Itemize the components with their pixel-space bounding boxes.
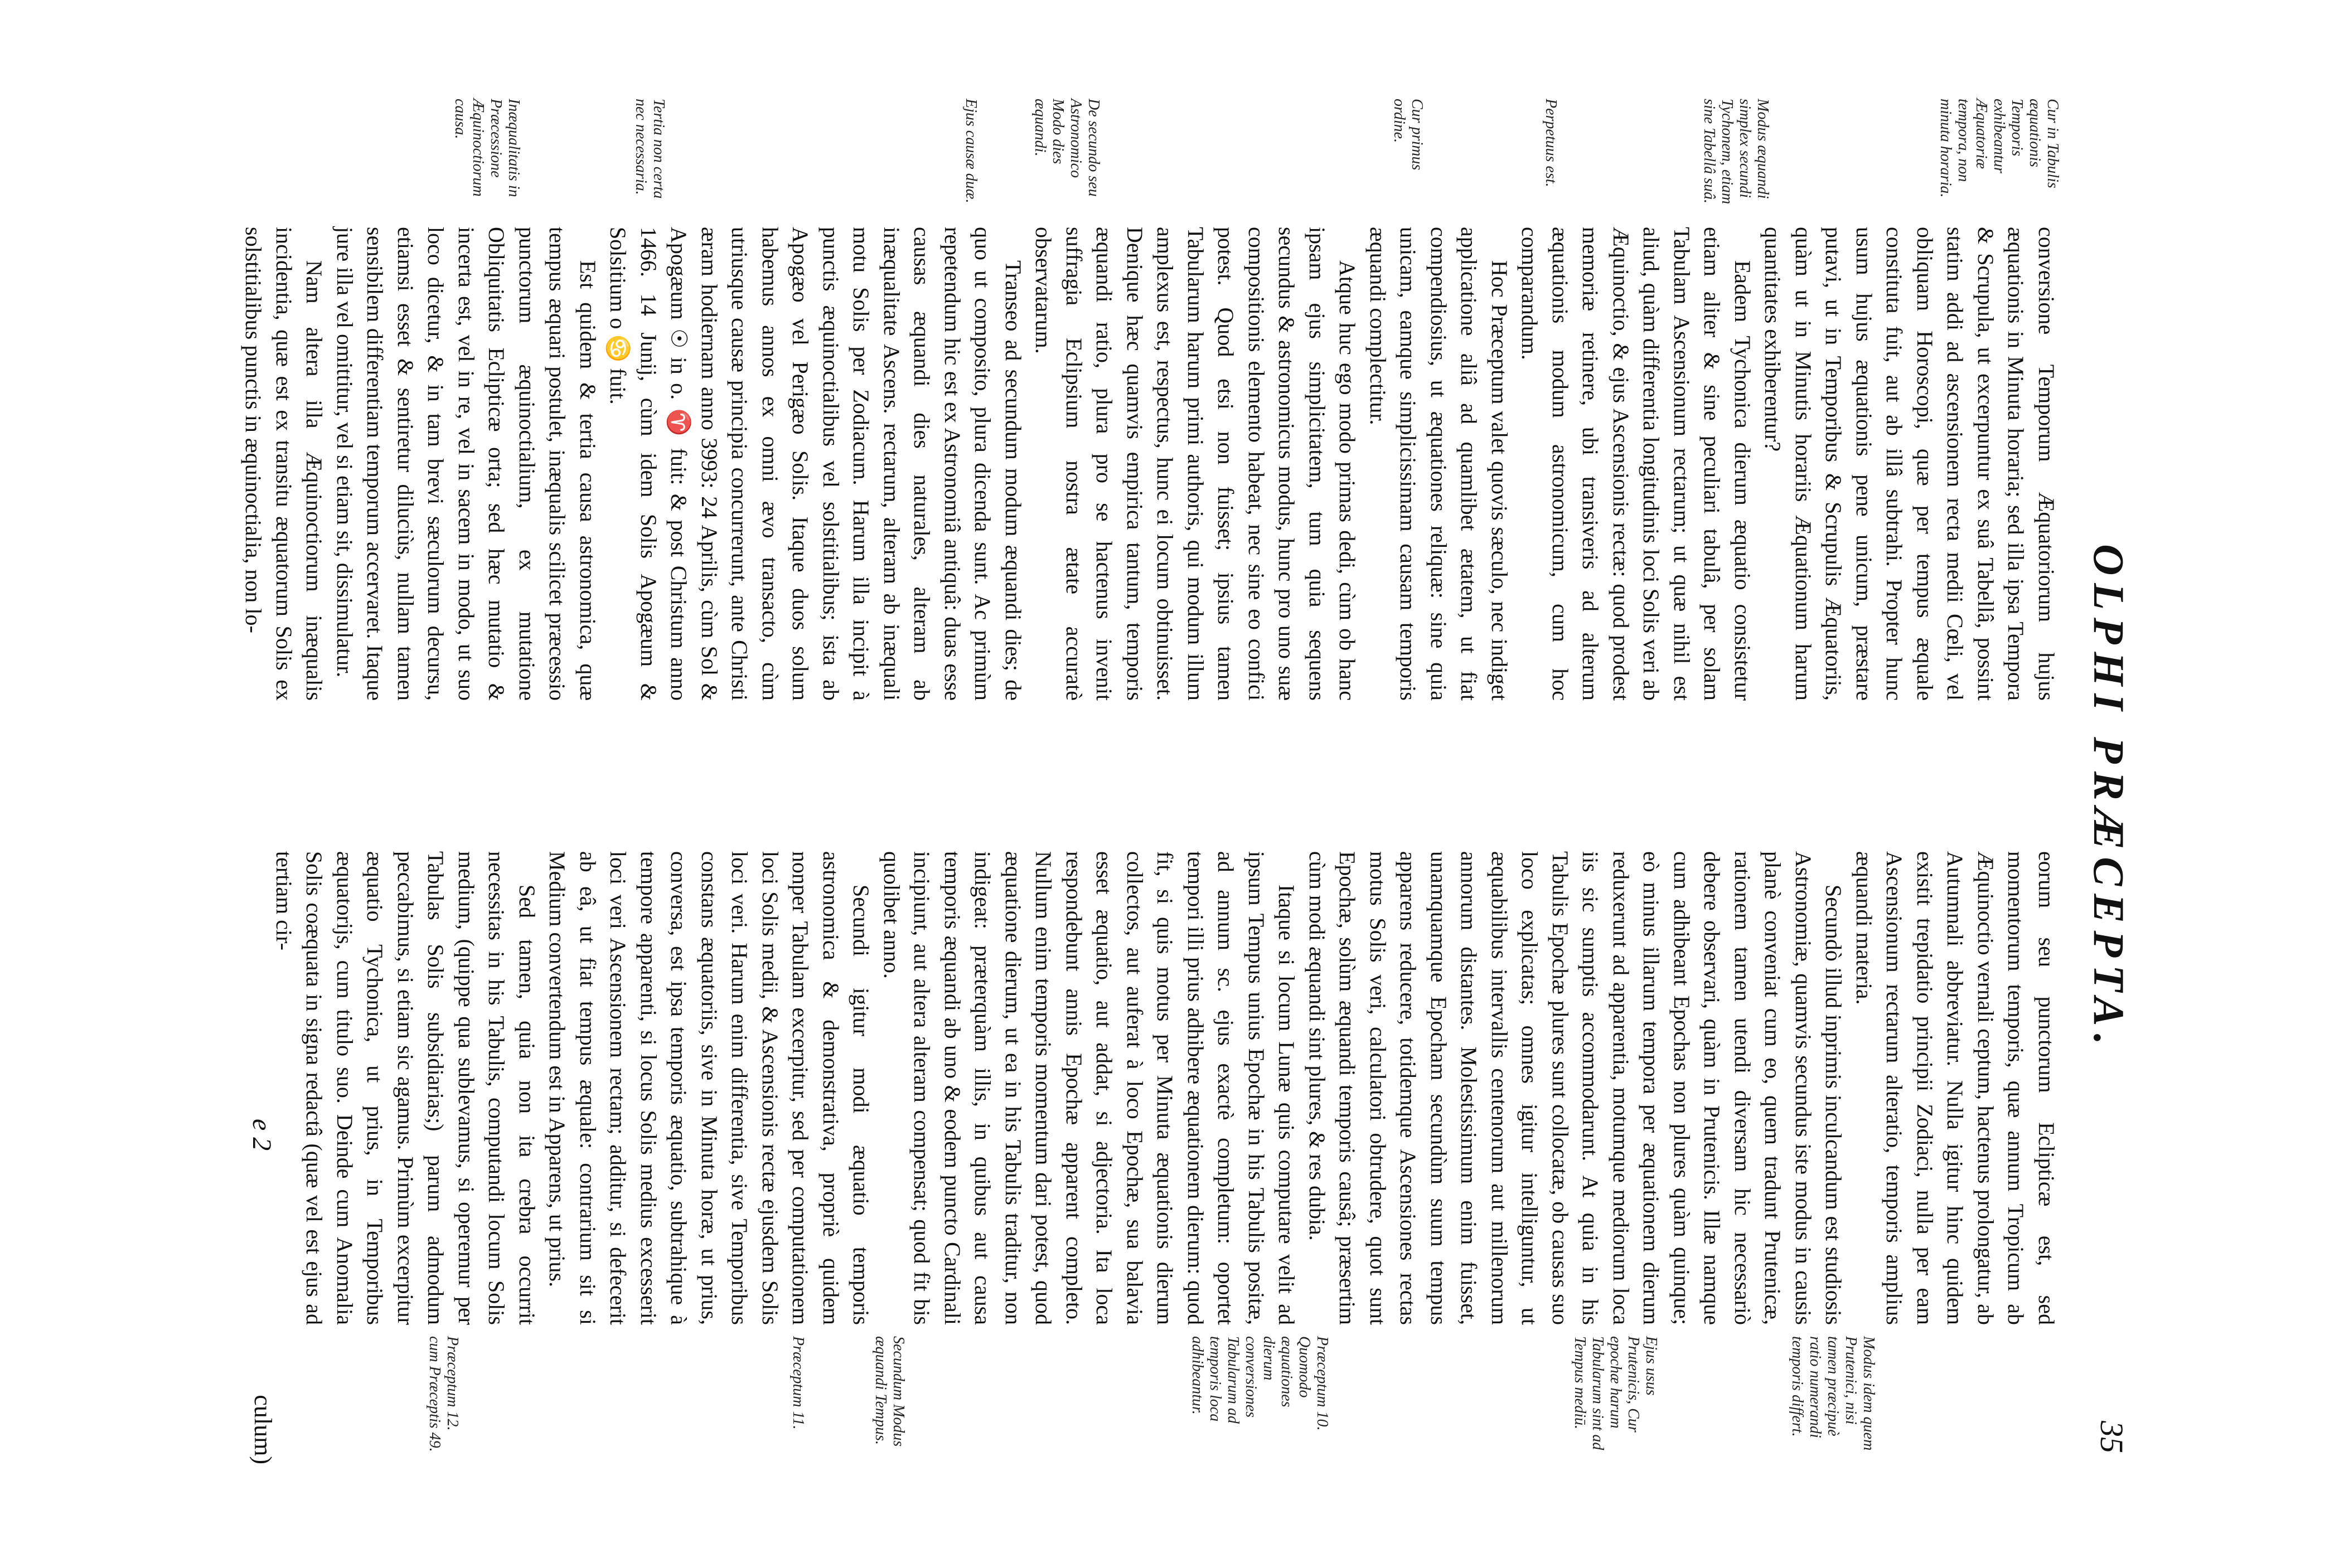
paragraph: Transeo ad secundum modum æquandi dies; de quo ut composito, plura dicenda sunt. Ac primùm repetendum hic est ex Astronomiâ antiquâ: duas esse causas æquandi dies naturales, alteram ab inæqualitate Ascens. rectarum, alteram ab inæquali motu Solis per Zodiacum. Harum illa incipit à punctis æquinoctialibus vel solstitialibus; ista ab Apogæo vel Perigæo Solis. Itaque duos solum habemus annos ex omni ævo transacto, cùm utriusque causæ principia concurrerunt, ante Christi æram hodiernam anno 3993: 24 Aprilis, cùm Sol & Apogæum ☉ in o. ♈ fuit: & post Christum anno 1466. 14 Junij, cùm idem Solis Apogæum & Solsitium o ♋ fuit. bbox=[606, 226, 1026, 701]
margin-note: Præceptum 12. cum Præceptis 49. bbox=[425, 1336, 461, 1452]
left-body-text bbox=[238, 227, 2061, 701]
paragraph: Atque huc ego modo primas dedi, cùm ob hanc ipsam ejus simplicitatem, tum quia sequens secundus & astronomicus modus, hunc pro uno suæ compositionis elemento habeat, nec sine eo confici potest. Quod etsi non fuisset; ipsius tamen Tabularum harum primi authoris, qui modum illum amplexus est, respectus, hunc ei locum obtinuisset. Denique hæc quamvis empirica tantum, temporis æquandi ratio, plura pro se hactenus invenit suffragia Eclipsium nostra ætate accuratè observatarum. bbox=[1031, 226, 1360, 701]
paragraph: conversione Temporum Æquatoriorum hujus æquationis in Minuta horaria; sed illa ipsa Tempora & Scrupula, ut excerpuntur ex suâ Tabellâ, possint statim addi ad ascensionem recta medii Cœli, vel obliquam Horoscopi, quæ per tempus æquale constituta fuit, aut ab illâ subtrahi. Propter hunc usum hujus æquationis pene unicum, præstare putavi, ut in Temporibus & Scrupulis Æquatoriis, quàm ut in Minutis horariis Æquationum harum quantitates exhiberentur? bbox=[1760, 226, 2059, 701]
margin-note: Tertia non certa nec necessaria. bbox=[632, 98, 667, 198]
margin-note: Ejus usus Prutenicis, Cur epochæ harum Tabularum sint ad Tempus mediū. bbox=[1571, 1336, 1660, 1450]
paragraph: Hoc Præceptum valet quovis sæculo, nec indiget applicatione aliâ ad quamlibet ætatem, ut fiat compendiosius, ut æquationes reliquæ: sine quia unicam, eamque simplicissimam causam temporis æquandi complectitur. bbox=[1365, 226, 1512, 701]
right-body-text bbox=[268, 851, 2061, 1325]
catchword: culum) bbox=[249, 1394, 277, 1464]
paragraph: eorum seu punctorum Eclipticæ est, sed momentorum temporis, quæ annum Tropicum ab Æquinoctio vernali ceptum, hactenus prolongatur, ab Autumnali abbreviatur. Nulla igitur hinc quidem existit trepidatio principii Zodiaci, nulla per eam Ascensionum rectarum alteratio, temporis amplius æquandi materia. bbox=[1851, 851, 2059, 1325]
margin-note: Inæqualitatis in Præcessione Æquinoctiorum causa. bbox=[451, 98, 522, 197]
margin-note: Ejus causæ duæ. bbox=[962, 98, 980, 203]
margin-note: Secundum Modus æquandi Tempus. bbox=[871, 1336, 907, 1446]
margin-note: De secundo seu Astronomico Modo dies æquandi. bbox=[1031, 98, 1102, 197]
paragraph: Secundi igitur modi æquatio temporis astronomica & demonstrativa, propriè quidem nonper Tabulam excerpitur, sed per computationem loci Solis medii, & Ascensionis rectæ ejusdem Solis loci veri. Harum enim differentia, sive Temporibus constans æquatoriis, sive in Minuta horæ, ut prius, conversa, est ipsa temporis æquatio, subtrahique à tempore apparenti, si locus Solis medius excesserit loci veri Ascensionem rectam; additur, si defecerit ab eâ, ut fiat tempus æquale: contrarium sit si Medium convertendum est in Apparens, ut prius. bbox=[545, 851, 874, 1325]
paragraph: Eadem Tychonica dierum æquatio consistetur etiam aliter & sine peculiari tabulâ, per solam Tabulam Ascensionum rectarum; ut quæ nihil est aliud, quàm differentia longitudinis loci Solis veri ab Æquinoctio, & ejus Ascensionis rectæ: quod prodest memoriæ retinere, ubi transiveris ad alterum æquationis modum astronomicum, cum hoc comparandum. bbox=[1517, 226, 1755, 701]
margin-note: Modus æquandi simplex secundi Tychonem, etiam sine Tabellâ suâ. bbox=[1700, 98, 1771, 204]
book-page bbox=[182, 60, 2167, 1509]
paragraph: Nam altera illa Æquinoctiorum inæqualis incidentia, quæ est ex transitu æquatorum Solis ex solstitialibus punctis in æquinoctialia, non lo- bbox=[241, 226, 327, 701]
running-head bbox=[2084, 143, 2134, 1453]
paragraph: Itaque si locum Lunæ quis computare velit ad ipsum Tempus unius Epochæ in his Tabulis positæ, ad annum sc. ejus exactè completum: oportet tempori illi prius adhibere æquationem dierum: quod fit, si quis motus per Minuta æquationis dierum collectos, aut auferat à loco Epochæ, sua balavia esset æquatio, aut addat, si adjectoria. Ita loca respondebunt annis Epochæ apparent completo. Nullum enim temporis momentum dari potest, quod æquatione dierum, ut ea in his Tabulis traditur, non indigeat: præterquàm illis, in quibus aut causa temporis æquandi ab uno & eodem puncto Cardinali incipiunt, aut altera alteram compensat; quod fit bis quolibet anno. bbox=[879, 851, 1299, 1325]
page-footer bbox=[238, 851, 277, 1464]
margin-note: Præceptum 11. bbox=[789, 1336, 807, 1429]
page-title: OLPHI PRÆCEPTA. bbox=[2084, 543, 2133, 1052]
signature-mark: e 2 bbox=[246, 1118, 277, 1150]
margin-note: Cur primus ordine. bbox=[1390, 98, 1426, 170]
margin-note: Modus idem quem Prutenici, nisi tamen præcipuè ratio numerandi temporis differt. bbox=[1788, 1336, 1877, 1450]
paragraph: Secundò illud inprimis inculcandum est studiosis Astronomiæ, quamvis secundus iste modus in causis planè conveniat cum eo, quem tradunt Prutenicæ, rationem tamen utendi diversam hic necessariò debere observari, quàm in Prutenicis. Illæ namque cum adhibeant Epochas non plures quàm quinque; eò minus illarum tempora per æquationem dierum reduxerunt ad apparentia, motumque mediorum loca iis sic sumptis accommodarunt. At quia in his Tabulis Epochæ plures sunt collocatæ, ob causas suo loco explicatas; omnes igitur intelliguntur, ut æquabilibus intervallis centenorum aut millenorum annorum distantes. Molestissimum enim fuisset, unamquamque Epocham secundùm suum tempus apparens reducere, totidemque Ascensiones rectas motus Solis veri, calculatori obtrudere, quot sunt Epochæ, solùm æquandi temporis causâ; præsertim cùm modi æquandi sint plures, & res dubia. bbox=[1304, 851, 1846, 1325]
paragraph: Sed tamen, quia non ita crebra occurrit necessitas in his Tabulis, computandi locum Solis medium, (quippe qua sublevamus, si operemur per Tabulas Solis subsidiarias;) parum admodum peccabimus, si etiam sic agamus. Primùm excerpitur æquatio Tychonica, ut prius, in Temporibus æquatorijs, cum titulo suo. Deinde cum Anomalia Solis coæquata in signa redactâ (quæ vel est ejus ad tertiam cir- bbox=[271, 851, 540, 1325]
right-column bbox=[271, 851, 2061, 1453]
margin-note: Perpetuus est. bbox=[1542, 98, 1559, 187]
margin-note: Cur in Tabulis æquationis Temporis exhibeantur Æquatoriæ tempora, non minuta horaria. bbox=[1936, 98, 2061, 197]
left-column bbox=[241, 98, 2061, 701]
page-number: 35 bbox=[2093, 1420, 2130, 1453]
margin-note: Præceptum 10. Quomodo æquationes dierum conversiones Tabularum ad temporis loca adhibeantur. bbox=[1188, 1336, 1331, 1431]
paragraph: Est quidem & tertia causa astronomica, quæ tempus æquari postulet, inæqualis scilicet præcessio punctorum æquinoctialium, ex mutatione Obliquitatis Eclipticæ orta; sed hæc mutatio & incerta est, vel in re, vel in sacem in modo, ut suo loco dicetur, & in tam brevi sæculorum decursu, etiamsi esset & sentiretur diluciùs, nullam tamen sensibilem differentiam temporum accervaret. Itaque jure illa vel omittitur, vel si etiam sit, dissimulatur. bbox=[332, 226, 600, 701]
